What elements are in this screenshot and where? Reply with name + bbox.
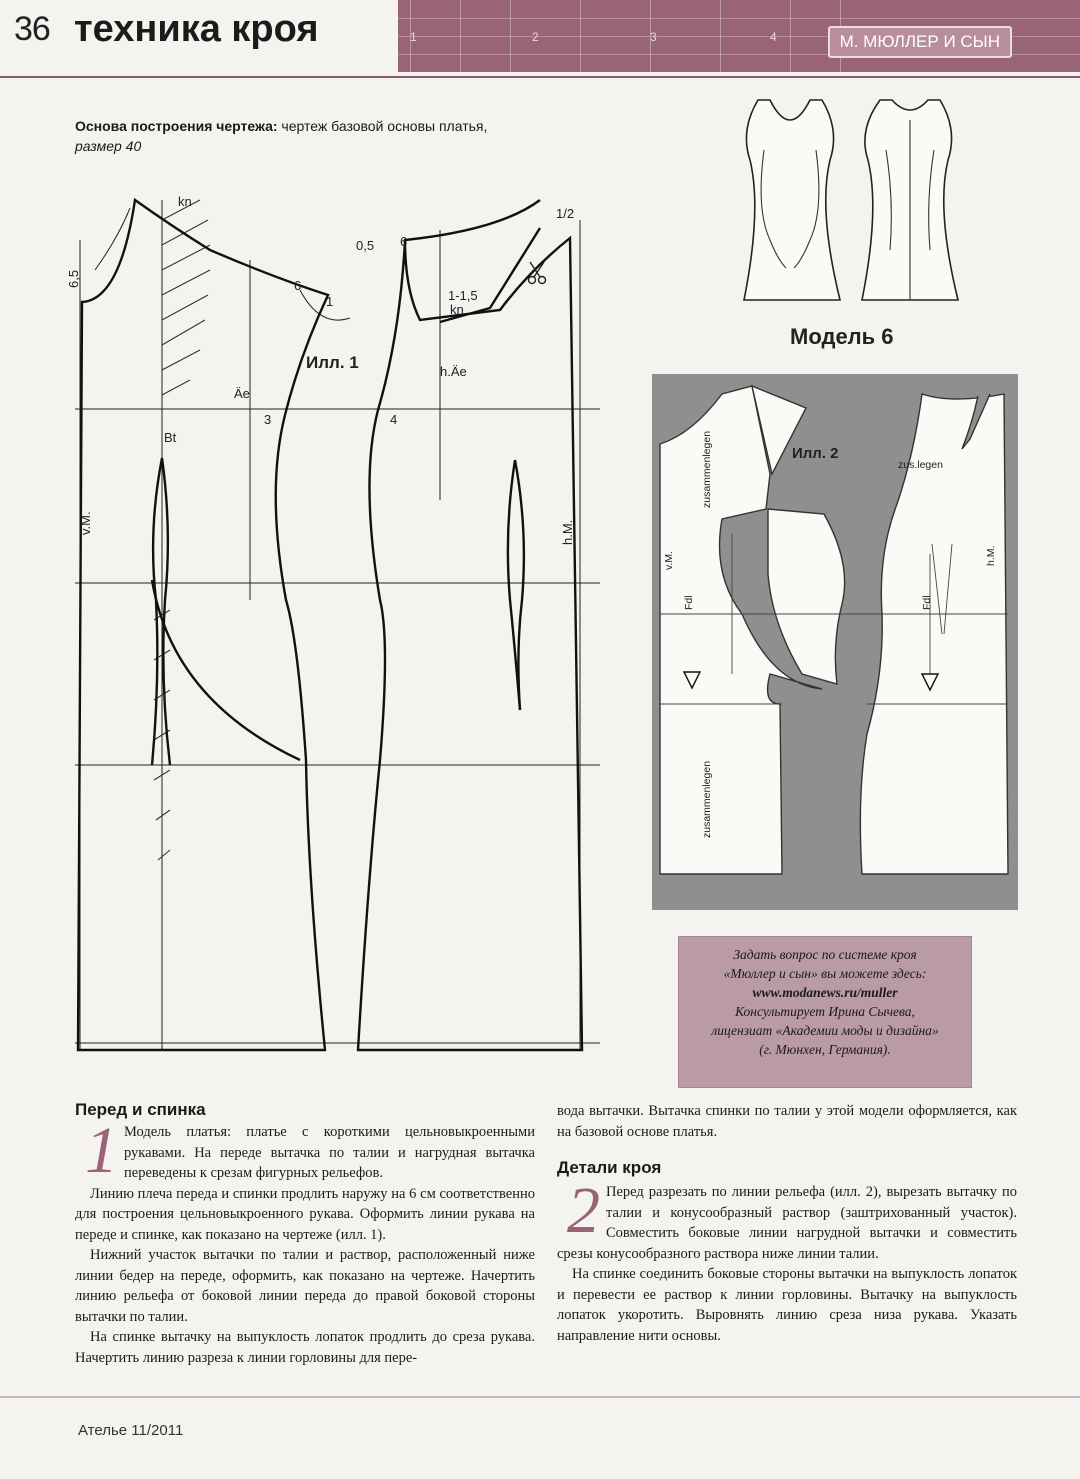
brand-badge: М. МЮЛЛЕР И СЫН [828,26,1012,58]
ill1-label-shoulder-1: 1 [326,294,334,309]
section-1-heading: Перед и спинка [75,1100,206,1119]
ill1-label-ae: Äe [234,386,250,401]
ill1-label-vm: v.M. [78,511,93,535]
section-1-p5: вода вытачки. Вытачка спинки по талии у этой модели оформляется, как на базовой основе платья. [557,1103,1017,1140]
caption-size: размер 40 [75,138,142,154]
drawing-caption [75,116,545,156]
footer-rule [0,1396,1080,1398]
question-line-6: (г. Мюнхен, Германия). [759,1042,891,1057]
ill1-label-hae: h.Äe [440,364,467,379]
ill1-label-kn-top: kn [178,194,192,209]
section-1-p3: Нижний участок вытачки по талии и раствор, расположенный ниже линии бедер на переде, оформить, как показано на чертеже. Начертить линию рельефа от боковой линии переда до правой боковой стороны вытачки по талии. [75,1247,535,1325]
band-number-2: 2 [532,30,539,44]
section-1-p2: Линию плеча переда и спинки продлить наружу на 6 см соответственно для построения цельновыкроенного рукава. Оформить линии рукава на переде и спинке, как показано на чертеже (илл. 1). [75,1185,535,1243]
ill1-label-back-12: 1/2 [556,206,575,221]
band-number-4: 4 [770,30,777,44]
section-2-text [557,1174,1017,1346]
ill1-label-4: 4 [390,412,398,427]
section-1-text [75,1114,535,1368]
section-2-p1: Перед разрезать по линии рельефа (илл. 2), вырезать вытачку по талии и конусообразный раствор (заштрихованный участок). Совместить боковые линии нагрудной вытачки и совместить срезы конусообразного раствора ниже линии талии. [557,1184,1017,1262]
question-line-2: «Мюллер и сын» вы можете здесь: [723,966,927,981]
footer-issue: Ателье 11/2011 [78,1422,184,1439]
section-title: техника кроя [74,8,319,50]
ill1-label-back-6: 6 [400,234,408,249]
question-line-4: Консультирует Ирина Сычева, [735,1004,915,1019]
ill2-label-zus-legen: zus.legen [898,459,943,471]
ill2-label-fdl-right: Fdl [921,595,933,610]
ill1-label-back-05: 0,5 [356,238,375,253]
ill2-label-fdl-left: Fdl [683,595,695,610]
ill1-label-back-kn: kn [450,302,464,317]
ill2-label-hm: h.M. [985,545,997,566]
ill1-label-neck: 6,5 [66,269,81,288]
section-1-dropcap: 1 [85,1114,118,1187]
ill1-label-3: 3 [264,412,272,427]
caption-text: чертеж базовой основы платья, [277,118,488,134]
ill1-label-back-115: 1-1,5 [448,288,478,303]
ill1-title: Илл. 1 [306,353,359,372]
section-1-p4: На спинке вытачку на выпуклость лопаток продлить до среза рукава. Начертить линию разреза к линии горловины для пере- [75,1329,535,1366]
ill2-label-zus-top: zusammenlegen [701,430,713,508]
section-2-dropcap: 2 [567,1174,600,1247]
model-title: Модель 6 [790,324,894,349]
section-1-p1: Модель платья: платье с короткими цельновыкроенными рукавами. На переде вытачка по талии и нагрудная вытачка переведены к срезам фигурных рельефов. [124,1124,535,1181]
illustration-1-pattern [60,180,620,1080]
section-1-continuation [557,1101,1017,1142]
ill2-title: Илл. 2 [792,445,839,462]
question-line-5: лицензиат «Академии моды и дизайна» [711,1023,939,1038]
question-url[interactable]: www.modanews.ru/muller [752,985,898,1000]
ill1-label-hm: h.M. [560,519,575,545]
caption-bold: Основа построения чертежа: [75,118,278,134]
header-rule [0,76,1080,78]
illustration-2-pattern [652,374,1018,910]
section-2-heading: Детали кроя [557,1158,662,1177]
ill2-label-zus-bottom: zusammenlegen [701,760,713,838]
ill1-label-shoulder-6: 6 [294,278,302,293]
section-2-p2: На спинке соединить боковые стороны вытачки на выпуклость лопаток и перевести ее раствор к линии горловины. Вытачку на выпуклость лопаток укоротить. Выровнять линию среза низа рукава. Указать направление нити основы. [557,1266,1017,1344]
band-number-1: 1 [410,30,417,44]
ill2-label-vm: v.M. [663,550,675,570]
model-sketches [730,90,970,320]
question-line-1: Задать вопрос по системе кроя [733,947,917,962]
question-box [678,936,972,1088]
page-number: 36 [14,10,50,48]
band-number-3: 3 [650,30,657,44]
ill1-label-bt: Bt [164,430,177,445]
